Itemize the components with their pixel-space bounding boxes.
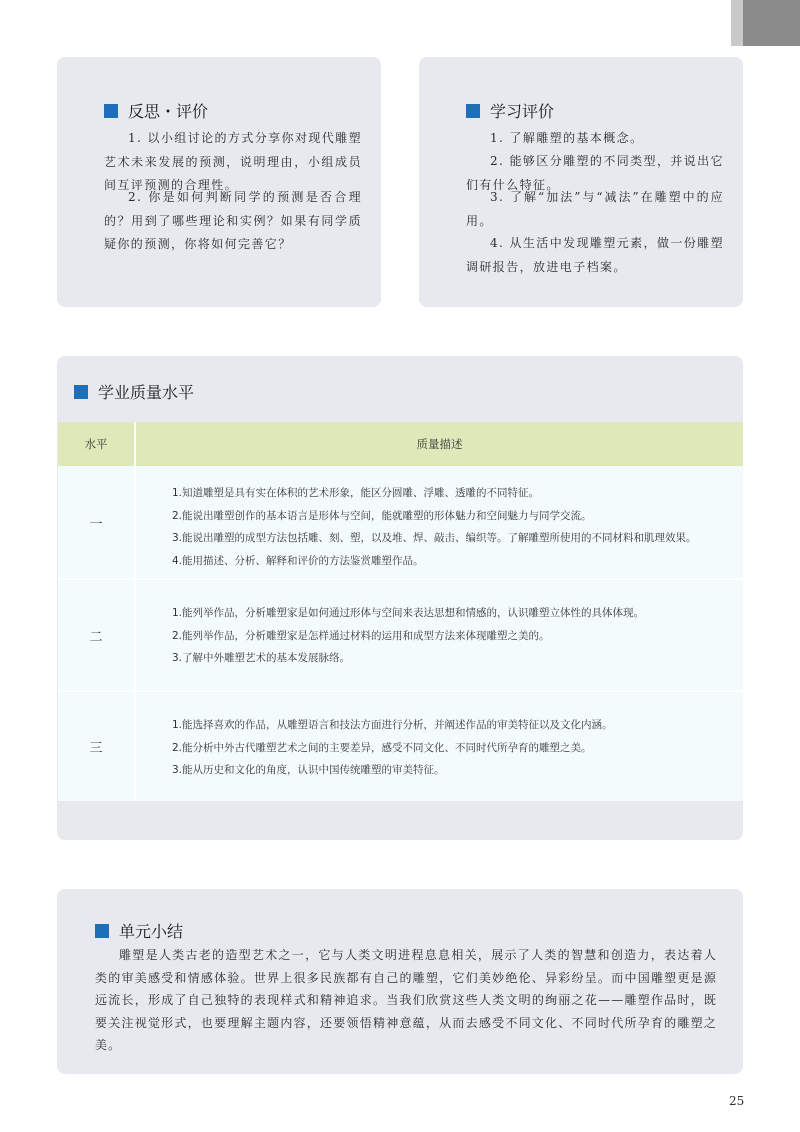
description-line: 2.能分析中外古代雕塑艺术之间的主要差异，感受不同文化、不同时代所孕育的雕塑之美。 [172,741,592,754]
header-description: 质量描述 [416,437,463,451]
summary-paragraph: 雕塑是人类古老的造型艺术之一，它与人类文明进程息息相关，展示了人类的智慧和创造力，表达着人类的审美感受和情感体验。世界上很多民族都有自己的雕塑，它们美妙绝伦、异彩纷呈。而中国雕塑更是源远流长，形成了自己独特的表现样式和精神追求。当我们欣赏这些人类文明的绚丽之花——雕塑作品时，既要关注视觉形式，也要理解主题内容，还要领悟精神意蕴，从而去感受不同文化、不同时代所孕育的雕塑之美。 [95,948,717,1052]
description-line: 2.能说出雕塑创作的基本语言是形体与空间，能就雕塑的形体魅力和空间魅力与同学交流。 [172,509,592,522]
description-line: 3.能说出雕塑的成型方法包括雕、刻、塑，以及堆、焊、敲击、编织等。了解雕塑所使用的不同材料和肌理效果。 [172,532,697,544]
study-paragraph-4: 4. 从生活中发现雕塑元素，做一份雕塑调研报告，放进电子档案。 [466,236,724,274]
header-level: 水平 [84,437,108,451]
description-cell-1 [172,482,697,572]
row-divider [58,578,743,580]
summary-title: 单元小结 [119,922,184,941]
description-line: 2.能列举作品，分析雕塑家是怎样通过材料的运用和成型方法来体现雕塑之美的。 [172,629,550,642]
description-line: 4.能用描述、分析、解释和评价的方法鉴赏雕塑作品。 [172,554,424,567]
page-number: 25 [729,1094,745,1108]
page-corner-tab [743,0,800,46]
description-line: 1.能列举作品，分析雕塑家是如何通过形体与空间来表达思想和情感的，认识雕塑立体性的具体体现。 [172,607,645,619]
reflect-paragraph-2: 2. 你是如何判断同学的预测是否合理的？用到了哪些理论和实例？如果有同学质疑你的预测，你将如何完善它？ [104,190,362,251]
reflect-paragraph-1: 1. 以小组讨论的方式分享你对现代雕塑艺术未来发展的预测，说明理由，小组成员间互评预测的合理性。 [104,131,362,192]
reflect-heading [104,99,208,122]
column-divider [134,466,136,801]
heading-square-icon [466,104,480,118]
description-cell-3 [172,714,613,782]
level-cell-3: 三 [89,741,103,756]
study-title: 学习评价 [490,102,555,121]
row-divider [58,690,743,692]
summary-heading [95,919,183,942]
level-cell-1: 一 [89,516,103,532]
description-cell-2 [172,602,644,670]
heading-square-icon [104,104,118,118]
description-line: 3.了解中外雕塑艺术的基本发展脉络。 [172,652,351,664]
quality-table [58,422,743,801]
study-paragraph-3: 3. 了解“加法”与“减法”在雕塑中的应用。 [466,190,724,228]
heading-square-icon [74,385,88,399]
study-heading [466,99,554,122]
quality-heading [74,380,194,403]
heading-square-icon [95,924,109,938]
study-paragraph-2: 2. 能够区分雕塑的不同类型，并说出它们有什么特征。 [466,154,724,192]
description-line: 3.能从历史和文化的角度，认识中国传统雕塑的审美特征。 [172,764,445,776]
description-line: 1.知道雕塑是具有实在体积的艺术形象，能区分圆雕、浮雕、透雕的不同特征。 [172,487,540,499]
table-header-row [58,422,743,466]
description-line: 1.能选择喜欢的作品，从雕塑语言和技法方面进行分析，并阐述作品的审美特征以及文化内涵。 [172,719,613,731]
study-paragraph-1: 1. 了解雕塑的基本概念。 [490,131,644,145]
reflect-title: 反思・评价 [128,102,209,121]
quality-title: 学业质量水平 [98,383,195,402]
level-cell-2: 二 [89,629,103,645]
